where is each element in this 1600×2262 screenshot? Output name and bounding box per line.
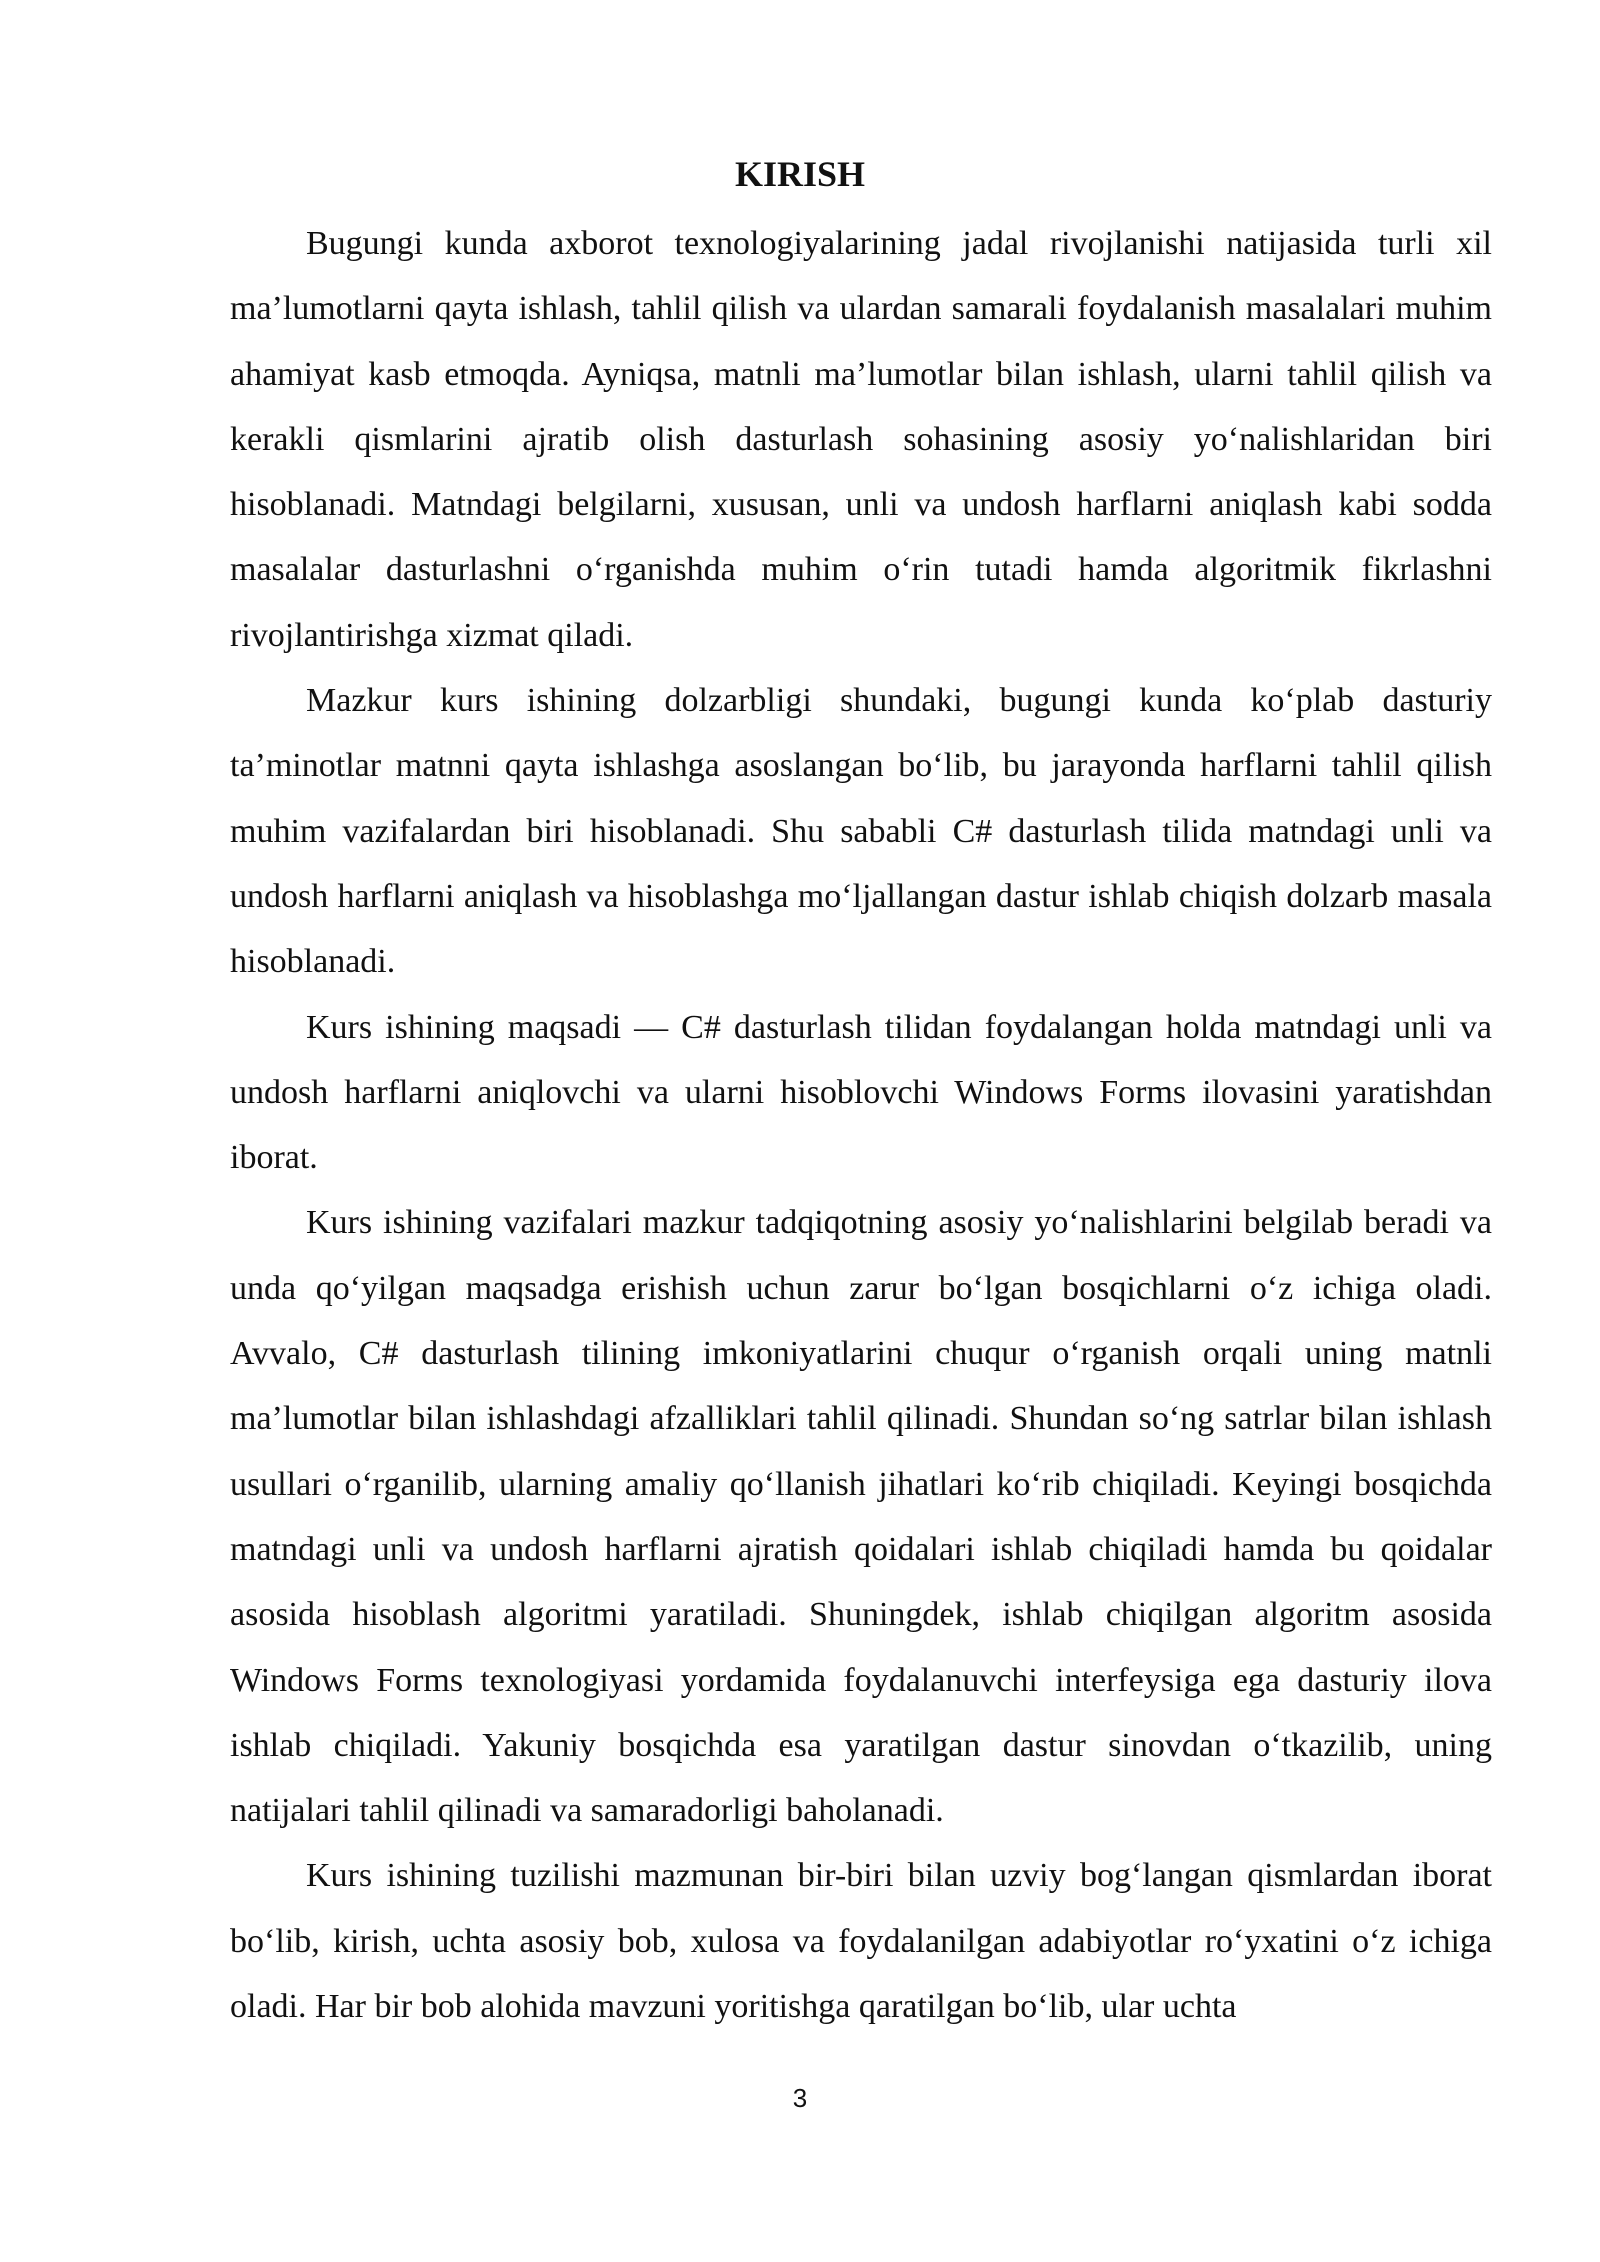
page-number: 3 (792, 2083, 808, 2113)
paragraph-tasks: Kurs ishining vazifalari mazkur tadqiqotning asosiy yo‘nalishlarini belgilab beradi va unda qo‘yilgan maqsadga erishish uchun zarur bo‘lgan bosqichlarni o‘z ichiga oladi. Avvalo, C# dasturlash tilining imkoniyatlarini chuqur o‘rganish orqali uning matnli ma’lumotlar bilan ishlashdagi afzalliklari tahlil qilinadi. Shundan so‘ng satrlar bilan ishlash usullari o‘rganilib, ularning amaliy qo‘llanish jihatlari ko‘rib chiqiladi. Keyingi bosqichda matndagi unli va undosh harflarni ajratish qoidalari ishlab chiqiladi hamda bu qoidalar asosida hisoblash algoritmi yaratiladi. Shuningdek, ishlab chiqilgan algoritm asosida Windows Forms texnologiyasi yordamida foydalanuvchi interfeysiga ega dasturiy ilova ishlab chiqiladi. Yakuniy bosqichda esa yaratilgan dastur sinovdan o‘tkazilib, uning natijalari tahlil qilinadi va samaradorligi baholanadi. (230, 1204, 1492, 1830)
paragraph-structure: Kurs ishining tuzilishi mazmunan bir-biri bilan uzviy bog‘langan qismlardan iborat bo‘lib, kirish, uchta asosiy bob, xulosa va foydalanilgan adabiyotlar ro‘yxatini o‘z ichiga oladi. Har bir bob alohida mavzuni yoritishga qaratilgan bo‘lib, ular uchta (230, 1857, 1492, 2026)
paragraph-introduction: Bugungi kunda axborot texnologiyalarining jadal rivojlanishi natijasida turli xil ma’lumotlarni qayta ishlash, tahlil qilish va ulardan samarali foydalanish masalalari muhim ahamiyat kasb etmoqda. Ayniqsa, matnli ma’lumotlar bilan ishlash, ularni tahlil qilish va kerakli qismlarini ajratib olish dasturlash sohasining asosiy yo‘nalishlaridan biri hisoblanadi. Matndagi belgilarni, xususan, unli va undosh harflarni aniqlash kabi sodda masalalar dasturlashni o‘rganishda muhim o‘rin tutadi hamda algoritmik fikrlashni rivojlantirishga xizmat qiladi. (230, 225, 1492, 654)
paragraph-relevance: Mazkur kurs ishining dolzarbligi shundaki, bugungi kunda ko‘plab dasturiy ta’minotlar matnni qayta ishlashga asoslangan bo‘lib, bu jarayonda harflarni tahlil qilish muhim vazifalardan biri hisoblanadi. Shu sababli C# dasturlash tilida matndagi unli va undosh harflarni aniqlash va hisoblashga mo‘ljallangan dastur ishlab chiqish dolzarb masala hisoblanadi. (230, 682, 1492, 981)
body-text (230, 211, 1492, 2039)
section-heading: KIRISH (734, 154, 866, 194)
paragraph-goal: Kurs ishining maqsadi — C# dasturlash tilidan foydalangan holda matndagi unli va undosh harflarni aniqlovchi va ularni hisoblovchi Windows Forms ilovasini yaratishdan iborat. (230, 1008, 1492, 1177)
